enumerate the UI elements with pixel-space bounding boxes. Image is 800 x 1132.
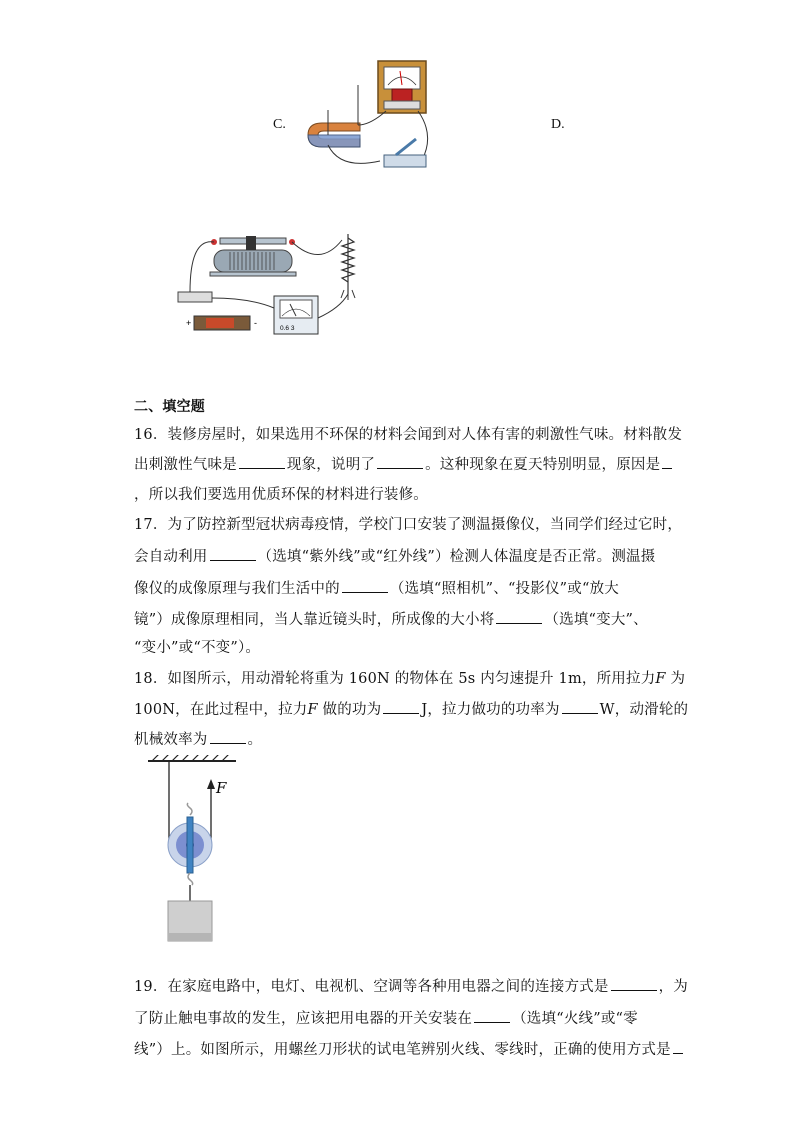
figure-c-galvanometer-circuit xyxy=(300,55,440,175)
switch xyxy=(178,292,212,302)
q18-line-2 xyxy=(134,698,688,719)
battery-plus-sign: + xyxy=(186,318,192,328)
q16-line-1: 16．装修房屋时，如果选用不环保的材料会闻到对人体有害的刺激性气味。材料散发 xyxy=(134,427,683,443)
q17-text-c: 像仪的成像原理与我们生活中的 xyxy=(134,581,340,597)
ammeter-scale-label: 0.6 3 xyxy=(280,325,295,332)
q18-text-a: 18．如图所示，用动滑轮将重为 160N 的物体在 5s 内匀速提升 1m，所用拉力 xyxy=(134,671,656,687)
q18-blank-1[interactable] xyxy=(383,701,419,714)
rheostat xyxy=(214,250,292,272)
force-arrow xyxy=(207,779,215,789)
option-c-label: C. xyxy=(273,117,286,132)
q16-text-a: 出刺激性气味是 xyxy=(134,457,237,473)
q19-text-e: 线”）上。如图所示，用螺丝刀形状的试电笔辨别火线、零线时，正确的使用方式是 xyxy=(134,1042,671,1058)
q19-text-a: 19．在家庭电路中，电灯、电视机、空调等各种用电器之间的连接方式是 xyxy=(134,979,609,995)
q18-blank-2[interactable] xyxy=(562,701,598,714)
q19-line-2 xyxy=(134,1007,638,1028)
q16-blank-3[interactable] xyxy=(662,456,672,469)
q17-text-f: （选填“变大”、 xyxy=(544,612,648,628)
force-label: F xyxy=(216,779,227,797)
q18-force-var-2: F xyxy=(307,702,318,718)
q18-text-e: J，拉力做功的功率为 xyxy=(421,702,560,718)
q18-line-3 xyxy=(134,728,262,749)
q17-blank-3[interactable] xyxy=(496,611,542,624)
q19-blank-1[interactable] xyxy=(611,978,657,991)
q17-text-a: 会自动利用 xyxy=(134,549,208,565)
q19-line-1 xyxy=(134,975,688,996)
q19-text-c: 了防止触电事故的发生，应该把用电器的开关安装在 xyxy=(134,1011,473,1027)
q18-text-d: 做的功为 xyxy=(317,702,382,718)
q18-line-1 xyxy=(134,667,685,688)
galvanometer-dial xyxy=(384,67,420,89)
q18-force-var: F xyxy=(655,671,666,687)
q17-text-e: 镜”）成像原理相同，当人靠近镜头时，所成像的大小将 xyxy=(134,612,495,628)
q17-line-1: 17．为了防控新型冠状病毒疫情，学校门口安装了测温摄像仪，当同学们经过它时， xyxy=(134,517,683,533)
q18-text-f: W，动滑轮的 xyxy=(599,702,689,718)
q16-text-c: 。这种现象在夏天特别明显，原因是 xyxy=(425,457,661,473)
q17-line-5: “变小”或“不变”）。 xyxy=(134,640,261,656)
q19-blank-3[interactable] xyxy=(673,1041,683,1054)
q19-blank-2[interactable] xyxy=(474,1010,510,1023)
q19-line-3 xyxy=(134,1038,685,1059)
galvanometer-coil xyxy=(392,89,412,101)
q17-text-b: （选填“紫外线”或“红外线”）检测人体温度是否正常。测温摄 xyxy=(257,549,656,565)
q19-text-d: （选填“火线”或“零 xyxy=(512,1011,638,1027)
q16-line-3: ，所以我们要选用优质环保的材料进行装修。 xyxy=(134,487,428,503)
figure-movable-pulley xyxy=(140,755,250,947)
q17-line-4 xyxy=(134,608,648,629)
q17-line-2 xyxy=(134,545,655,566)
q16-line-2 xyxy=(134,453,674,474)
switch-base xyxy=(384,155,426,167)
q17-blank-2[interactable] xyxy=(342,580,388,593)
q16-text-b: 现象，说明了 xyxy=(286,457,376,473)
q18-text-c: 100N，在此过程中，拉力 xyxy=(134,702,308,718)
q16-blank-1[interactable] xyxy=(239,456,285,469)
q18-blank-3[interactable] xyxy=(210,731,246,744)
q19-text-b: ，为 xyxy=(658,979,688,995)
q18-text-h: 。 xyxy=(247,732,263,748)
option-d-label: D. xyxy=(551,117,565,132)
battery-minus-sign: - xyxy=(254,318,257,328)
q18-text-g: 机械效率为 xyxy=(134,732,208,748)
q17-line-3 xyxy=(134,577,619,598)
q16-blank-2[interactable] xyxy=(377,456,423,469)
q17-blank-1[interactable] xyxy=(210,548,256,561)
electromagnet-coil xyxy=(342,234,354,294)
q17-text-d: （选填“照相机”、“投影仪”或“放大 xyxy=(389,581,619,597)
section-title: 二、填空题 xyxy=(134,399,205,415)
figure-d-electromagnet-circuit xyxy=(170,228,380,343)
pulley-bracket xyxy=(187,817,193,873)
q18-text-b: 为 xyxy=(665,671,686,687)
